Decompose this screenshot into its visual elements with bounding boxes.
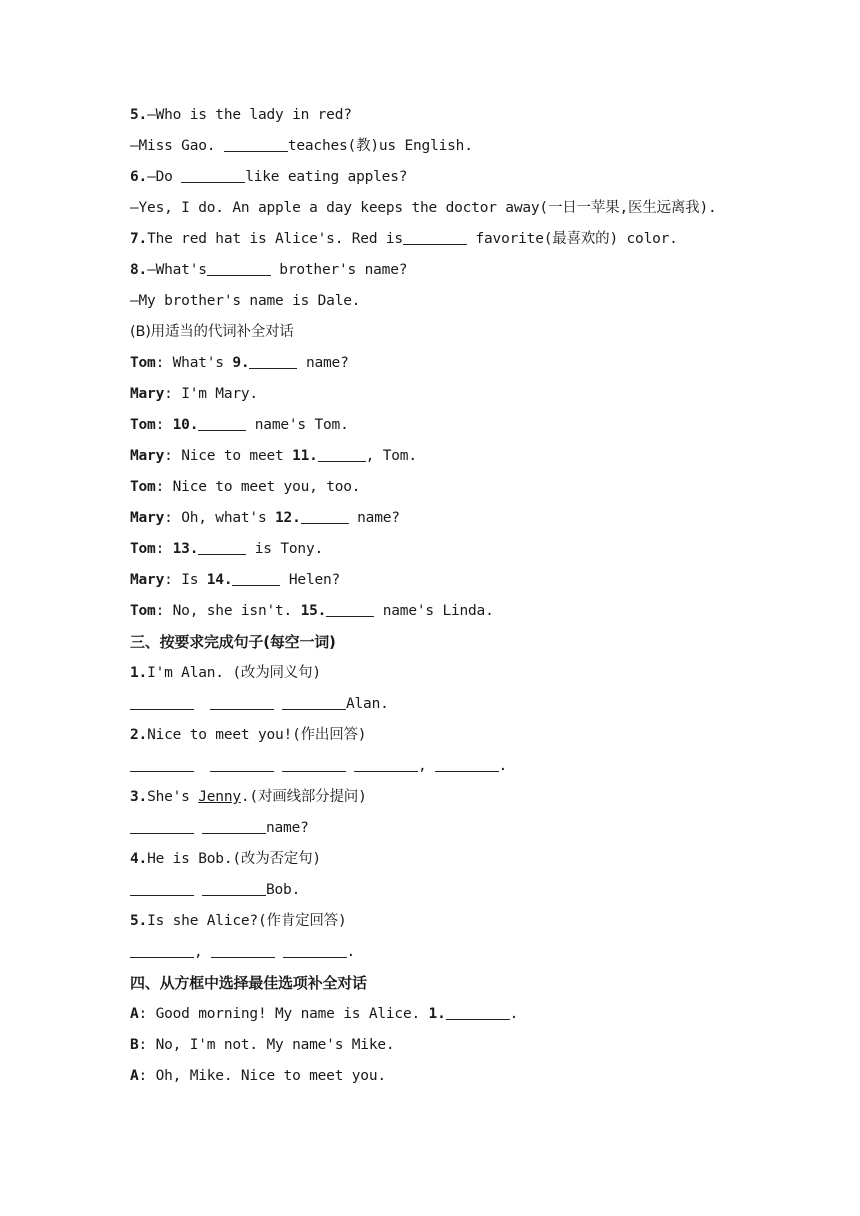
sentence-1 <box>130 660 790 691</box>
dialogue-line <box>130 381 790 412</box>
dialogue-text: Nice to meet <box>181 448 293 464</box>
answer-blank[interactable] <box>198 538 246 555</box>
dialogue-text: Oh, what's <box>181 510 276 526</box>
question-number: 5. <box>130 913 148 929</box>
answer-blank[interactable] <box>130 817 194 834</box>
question-number: 2. <box>130 727 148 743</box>
answer-blank[interactable] <box>198 414 246 431</box>
question-number: 10. <box>172 417 199 433</box>
speaker-name: Tom <box>130 603 156 619</box>
question-number: 1. <box>130 665 148 681</box>
answer-blank[interactable] <box>435 755 499 772</box>
answer-blank[interactable] <box>354 755 418 772</box>
speaker-separator: : <box>155 603 173 619</box>
dialogue-text: What's <box>172 355 233 371</box>
answer-blank[interactable] <box>224 135 288 152</box>
question-8 <box>130 257 790 288</box>
dialogue-text: name's Tom. <box>246 417 349 433</box>
section-b-title: (B)用适当的代词补全对话 <box>130 324 294 340</box>
answer-blank[interactable] <box>326 600 374 617</box>
answer-blank[interactable] <box>210 755 274 772</box>
answer-text: —Miss Gao. <box>130 138 224 154</box>
answer-blank[interactable] <box>318 445 366 462</box>
sentence-2-answer <box>130 753 790 784</box>
punctuation: , <box>418 758 427 774</box>
question-number: 14. <box>206 572 233 588</box>
speaker-name: Tom <box>130 355 156 371</box>
speaker-name: Tom <box>130 479 156 495</box>
speaker-name: Mary <box>130 386 165 402</box>
speaker-separator: : <box>155 541 173 557</box>
sentence-2 <box>130 722 790 753</box>
question-number: 6. <box>130 169 148 185</box>
answer-blank[interactable] <box>130 879 194 896</box>
answer-blank[interactable] <box>446 1003 510 1020</box>
punctuation: . <box>509 1006 519 1022</box>
answer-blank[interactable] <box>283 941 347 958</box>
dialogue-text: No, she isn't. <box>172 603 301 619</box>
dialogue-line <box>130 474 790 505</box>
question-6 <box>130 164 790 195</box>
question-5 <box>130 102 790 133</box>
question-number: 7. <box>130 231 148 247</box>
answer-text: —My brother's name is Dale. <box>130 293 361 309</box>
dialogue-text: is Tony. <box>246 541 324 557</box>
dialogue-text: I'm Mary. <box>181 386 258 402</box>
punctuation: . <box>498 758 508 774</box>
sentence-3 <box>130 784 790 815</box>
dialogue-line <box>130 443 790 474</box>
question-number: 9. <box>232 355 250 371</box>
punctuation: . <box>346 944 356 960</box>
question-number: 3. <box>130 789 148 805</box>
speaker-separator: : <box>155 479 173 495</box>
answer-blank[interactable] <box>232 569 280 586</box>
answer-blank[interactable] <box>181 166 245 183</box>
question-text: favorite(最喜欢的) color. <box>466 231 678 247</box>
question-text: The red hat is Alice's. Red is <box>147 231 403 247</box>
answer-blank[interactable] <box>301 507 349 524</box>
dialogue-line <box>130 567 790 598</box>
dialogue-text: name? <box>297 355 349 371</box>
dialogue-line <box>130 412 790 443</box>
question-number: 1. <box>428 1006 446 1022</box>
speaker-separator: : <box>164 572 182 588</box>
sentence-4-answer <box>130 877 790 908</box>
question-text: He is Bob.(改为否定句) <box>147 851 321 867</box>
answer-blank[interactable] <box>202 817 266 834</box>
speaker-name: B <box>130 1037 139 1053</box>
question-text: Is she Alice?(作肯定回答) <box>147 913 347 929</box>
question-5-answer <box>130 133 790 164</box>
sentence-5 <box>130 908 790 939</box>
dialogue-text: : No, I'm not. My name's Mike. <box>138 1037 395 1053</box>
sentence-4 <box>130 846 790 877</box>
question-number: 13. <box>172 541 199 557</box>
question-number: 12. <box>275 510 301 526</box>
sentence-1-answer <box>130 691 790 722</box>
punctuation: , <box>194 944 203 960</box>
sentence-3-answer <box>130 815 790 846</box>
worksheet-page <box>130 102 790 1094</box>
question-text: She's <box>147 789 199 805</box>
dialogue-text: : Good morning! My name is Alice. <box>138 1006 429 1022</box>
question-number: 4. <box>130 851 148 867</box>
dialogue-text: : Oh, Mike. Nice to meet you. <box>138 1068 386 1084</box>
answer-blank[interactable] <box>249 352 297 369</box>
speaker-name: A <box>130 1006 139 1022</box>
dialogue-line <box>130 1001 790 1032</box>
underlined-word: Jenny <box>198 789 241 805</box>
speaker-name: Tom <box>130 541 156 557</box>
answer-text: teaches(教)us English. <box>287 138 473 154</box>
dialogue-text: Helen? <box>280 572 341 588</box>
answer-text: name? <box>266 820 309 836</box>
answer-blank[interactable] <box>130 693 194 710</box>
question-text: Nice to meet you!(作出回答) <box>147 727 367 743</box>
answer-blank[interactable] <box>282 693 346 710</box>
answer-blank[interactable] <box>130 755 194 772</box>
speaker-name: Mary <box>130 572 165 588</box>
question-text: —What's <box>147 262 207 278</box>
question-8-answer <box>130 288 790 319</box>
dialogue-line <box>130 505 790 536</box>
dialogue-line <box>130 1032 790 1063</box>
answer-text: —Yes, I do. An apple a day keeps the doctor away(一日一苹果,医生远离我). <box>130 200 717 216</box>
speaker-separator: : <box>155 417 173 433</box>
speaker-separator: : <box>155 355 173 371</box>
dialogue-text: name? <box>348 510 400 526</box>
answer-blank[interactable] <box>211 941 275 958</box>
dialogue-line <box>130 536 790 567</box>
dialogue-text: name's Linda. <box>374 603 494 619</box>
dialogue-text: , Tom. <box>365 448 417 464</box>
question-7 <box>130 226 790 257</box>
answer-blank[interactable] <box>202 879 266 896</box>
sentence-5-answer <box>130 939 790 970</box>
answer-text: Alan. <box>346 696 389 712</box>
speaker-name: A <box>130 1068 139 1084</box>
question-number: 5. <box>130 107 148 123</box>
speaker-separator: : <box>164 448 182 464</box>
question-text: like eating apples? <box>245 169 408 185</box>
answer-blank[interactable] <box>403 228 467 245</box>
question-6-answer <box>130 195 790 226</box>
question-number: 11. <box>292 448 318 464</box>
question-text: I'm Alan. (改为同义句) <box>147 665 321 681</box>
dialogue-line <box>130 1063 790 1094</box>
answer-text: Bob. <box>266 882 301 898</box>
answer-blank[interactable] <box>207 259 271 276</box>
speaker-separator: : <box>164 386 182 402</box>
speaker-name: Mary <box>130 448 165 464</box>
speaker-separator: : <box>164 510 182 526</box>
dialogue-text: Nice to meet you, too. <box>172 479 361 495</box>
answer-blank[interactable] <box>282 755 346 772</box>
question-number: 8. <box>130 262 148 278</box>
question-text: .(对画线部分提问) <box>240 789 367 805</box>
question-number: 15. <box>300 603 327 619</box>
speaker-name: Mary <box>130 510 165 526</box>
dialogue-line <box>130 350 790 381</box>
answer-blank[interactable] <box>130 941 194 958</box>
question-text: —Who is the lady in red? <box>147 107 352 123</box>
question-text: —Do <box>147 169 182 185</box>
question-text: brother's name? <box>270 262 408 278</box>
answer-blank[interactable] <box>210 693 274 710</box>
dialogue-text: Is <box>181 572 207 588</box>
section-4-title: 四、从方框中选择最佳选项补全对话 <box>130 974 367 992</box>
dialogue-line <box>130 598 790 629</box>
section-3-title: 三、按要求完成句子(每空一词) <box>130 633 336 651</box>
speaker-name: Tom <box>130 417 156 433</box>
